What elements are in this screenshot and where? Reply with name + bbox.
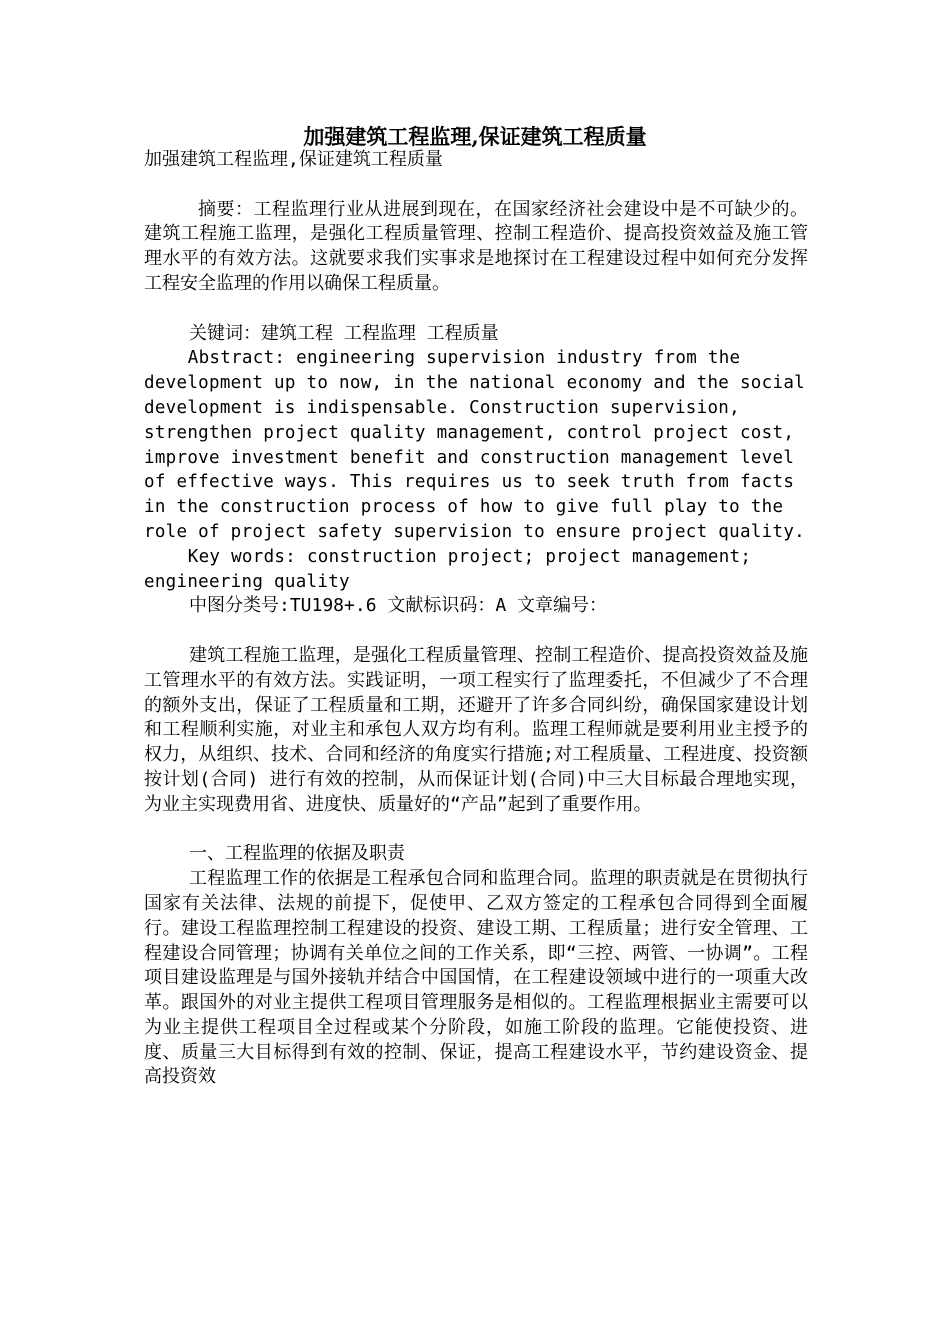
- spacer: [144, 297, 808, 322]
- document-title: 加强建筑工程监理,保证建筑工程质量: [303, 124, 647, 149]
- document-subtitle: 加强建筑工程监理,保证建筑工程质量: [144, 149, 443, 170]
- spacer: [144, 619, 808, 644]
- keywords-en: Key words: construction project; project management; engineering quality: [144, 546, 752, 592]
- spacer: [144, 173, 808, 198]
- section-heading: 一、工程监理的依据及职责: [189, 843, 405, 865]
- spacer: [144, 818, 808, 843]
- document-body: [144, 148, 808, 1090]
- section-paragraph: 工程监理工作的依据是工程承包合同和监理合同。监理的职责就是在贯彻执行国家有关法律、法规的前提下，促使甲、乙双方签定的工程承包合同得到全面履行。建设工程监理控制工程建设的投资、建设工期、工程质量；进行安全管理、工程建设合同管理；协调有关单位之间的工作关系，即“三控、两管、一协调”。工程项目建设监理是与国外接轨并结合中国国情，在工程建设领域中进行的一项重大改革。跟国外的对业主提供工程项目管理服务是相似的。工程监理根据业主需要可以为业主提供工程项目全过程或某个分阶段，如施工阶段的监理。它能使投资、进度、质量三大目标得到有效的控制、保证，提高工程建设水平，节约建设资金、提高投资效: [144, 868, 808, 1088]
- abstract-en: Abstract: engineering supervision industry from the development up to now, in the national economy and the social development is indispensable. Construction supervision, strengthen project quality management, control project cost, improve investment benefit and construction management level of effective ways. This requires us to seek truth from facts in the construction process of how to give full play to the role of project safety supervision to ensure project quality.: [144, 348, 805, 542]
- abstract-cn: 摘要：工程监理行业从进展到现在，在国家经济社会建设中是不可缺少的。建筑工程施工监理，是强化工程质量管理、控制工程造价、提高投资效益及施工管理水平的有效方法。这就要求我们实事求是地探讨在工程建设过程中如何充分发挥工程安全监理的作用以确保工程质量。: [144, 198, 808, 294]
- keywords-cn: 关键词：建筑工程 工程监理 工程质量: [189, 322, 499, 344]
- intro-paragraph: 建筑工程施工监理，是强化工程质量管理、控制工程造价、提高投资效益及施工管理水平的有效方法。实践证明，一项工程实行了监理委托，不但减少了不合理的额外支出，保证了工程质量和工期，还避开了许多合同纠纷，确保国家建设计划和工程顺利实施，对业主和承包人双方均有利。监理工程师就是要利用业主授予的权力，从组织、技术、合同和经济的角度实行措施;对工程质量、工程进度、投资额按计划(合同) 进行有效的控制，从而保证计划(合同)中三大目标最合理地实现，为业主实现费用省、进度快、质量好的“产品”起到了重要作用。: [144, 644, 808, 815]
- classification-line: 中图分类号:TU198+.6 文献标识码：A 文章编号：: [189, 595, 608, 617]
